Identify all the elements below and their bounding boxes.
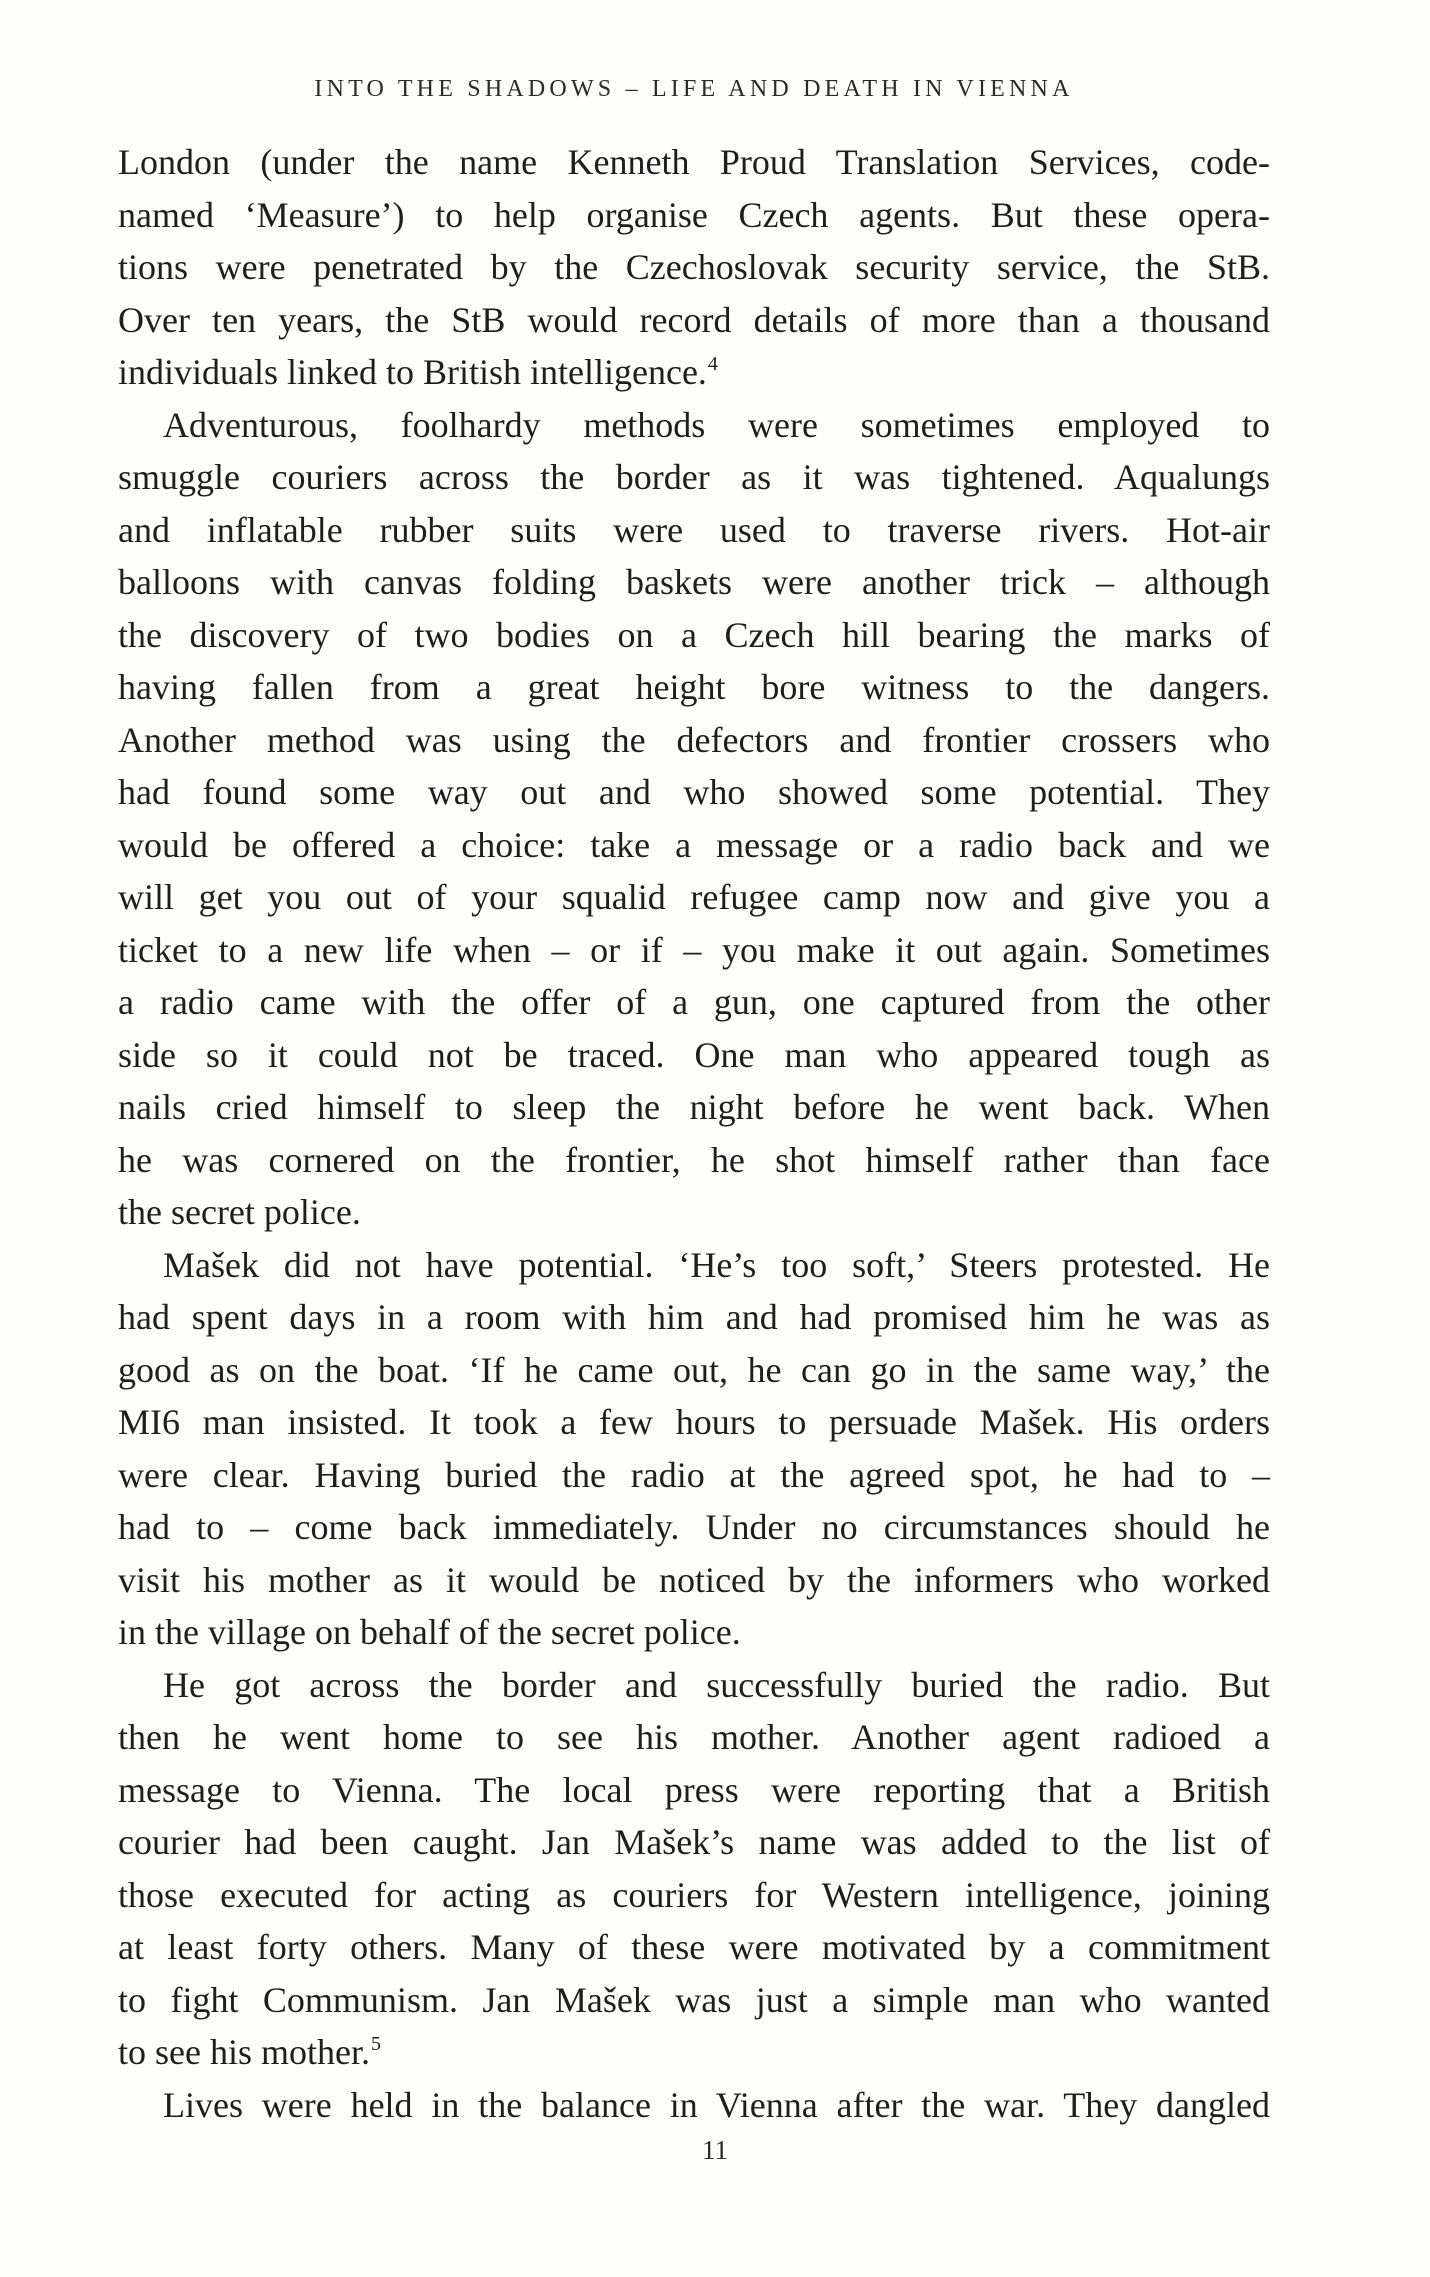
line-text: to see his mother. [118,2032,370,2072]
text-line [118,1974,1270,2027]
line-text: nails cried himself to sleep the night before he went back. When [118,1087,1270,1127]
line-text: to fight Communism. Jan Mašek was just a simple man who wanted [118,1979,1270,2020]
text-line [118,661,1270,714]
text-line [118,1344,1270,1397]
line-text: smuggle couriers across the border as it was tightened. Aqualungs [118,457,1270,497]
line-text: were clear. Having buried the radio at the agreed spot, he had to – [118,1454,1270,1495]
text-line [118,1869,1270,1922]
text-line [118,1449,1270,1502]
line-text: message to Vienna. The local press were reporting that a British [118,1769,1270,1810]
text-line [118,294,1270,347]
text-line [118,819,1270,872]
line-text: those executed for acting as couriers for Western intelligence, joining [118,1874,1270,1915]
text-line [118,1081,1270,1134]
text-line [118,399,1270,452]
text-line [118,714,1270,767]
text-line [118,1396,1270,1449]
line-text: had spent days in a room with him and had promised him he was as [118,1297,1270,1337]
line-text: in the village on behalf of the secret police. [118,1612,741,1652]
text-line [118,976,1270,1029]
line-text: the secret police. [118,1192,361,1232]
footnote-marker[interactable]: 5 [370,2033,381,2055]
line-text: balloons with canvas folding baskets were another trick – although [118,562,1270,602]
line-text: a radio came with the offer of a gun, one captured from the other [118,982,1270,1022]
text-line [118,504,1270,557]
line-text: Another method was using the defectors and frontier crossers who [118,719,1270,760]
line-text: would be offered a choice: take a message or a radio back and we [118,824,1270,865]
line-text: will get you out of your squalid refugee camp now and give you a [118,877,1270,917]
line-text: the discovery of two bodies on a Czech hill bearing the marks of [118,614,1270,655]
text-line [118,1764,1270,1817]
text-line [118,1816,1270,1869]
text-line [118,136,1270,189]
text-line [118,924,1270,977]
text-line [118,2026,1270,2079]
line-text: Adventurous, foolhardy methods were sometimes employed to [163,404,1270,445]
text-line [118,1186,1270,1239]
text-line [118,451,1270,504]
text-line [118,1029,1270,1082]
line-text: Mašek did not have potential. ‘He’s too soft,’ Steers protested. He [163,1244,1270,1285]
line-text: then he went home to see his mother. Another agent radioed a [118,1717,1270,1757]
paragraph [118,136,1270,399]
line-text: visit his mother as it would be noticed by the informers who worked [118,1559,1270,1600]
line-text: individuals linked to British intelligence. [118,352,707,392]
text-line [118,346,1270,399]
text-line [118,871,1270,924]
paragraph [118,1659,1270,2079]
body-text [118,136,1270,2131]
text-line [118,766,1270,819]
text-line [118,1134,1270,1187]
text-line [118,1239,1270,1292]
line-text: named ‘Measure’) to help organise Czech agents. But these opera- [118,194,1270,235]
text-line [118,1291,1270,1344]
text-line [118,2079,1270,2132]
line-text: good as on the boat. ‘If he came out, he can go in the same way,’ the [118,1349,1270,1390]
line-text: side so it could not be traced. One man who appeared tough as [118,1034,1270,1075]
paragraph [118,1239,1270,1659]
line-text: Over ten years, the StB would record details of more than a thousand [118,299,1270,340]
line-text: having fallen from a great height bore witness to the dangers. [118,667,1270,707]
line-text: had found some way out and who showed some potential. They [118,772,1270,812]
text-line [118,241,1270,294]
text-line [118,1659,1270,1712]
text-line [118,1711,1270,1764]
paragraph [118,2079,1270,2132]
line-text: ticket to a new life when – or if – you make it out again. Sometimes [118,929,1270,970]
footnote-marker[interactable]: 4 [707,353,718,375]
line-text: MI6 man insisted. It took a few hours to persuade Mašek. His orders [118,1402,1270,1442]
line-text: He got across the border and successfully buried the radio. But [163,1664,1270,1705]
text-line [118,1554,1270,1607]
text-line [118,1606,1270,1659]
text-line [118,1501,1270,1554]
text-line [118,189,1270,242]
line-text: courier had been caught. Jan Mašek’s name was added to the list of [118,1822,1270,1862]
page-number: 11 [702,2135,728,2165]
line-text: tions were penetrated by the Czechoslovak security service, the StB. [118,247,1270,287]
line-text: at least forty others. Many of these were motivated by a commitment [118,1927,1270,1967]
line-text: he was cornered on the frontier, he shot himself rather than face [118,1139,1270,1180]
text-line [118,556,1270,609]
text-line [118,609,1270,662]
paragraph [118,399,1270,1239]
text-line [118,1921,1270,1974]
line-text: London (under the name Kenneth Proud Translation Services, code- [118,142,1270,182]
line-text: had to – come back immediately. Under no circumstances should he [118,1507,1270,1547]
line-text: and inflatable rubber suits were used to traverse rivers. Hot-air [118,509,1270,550]
line-text: Lives were held in the balance in Vienna after the war. They dangled [163,2084,1270,2125]
running-head: INTO THE SHADOWS – LIFE AND DEATH IN VIENNA [314,76,1074,102]
